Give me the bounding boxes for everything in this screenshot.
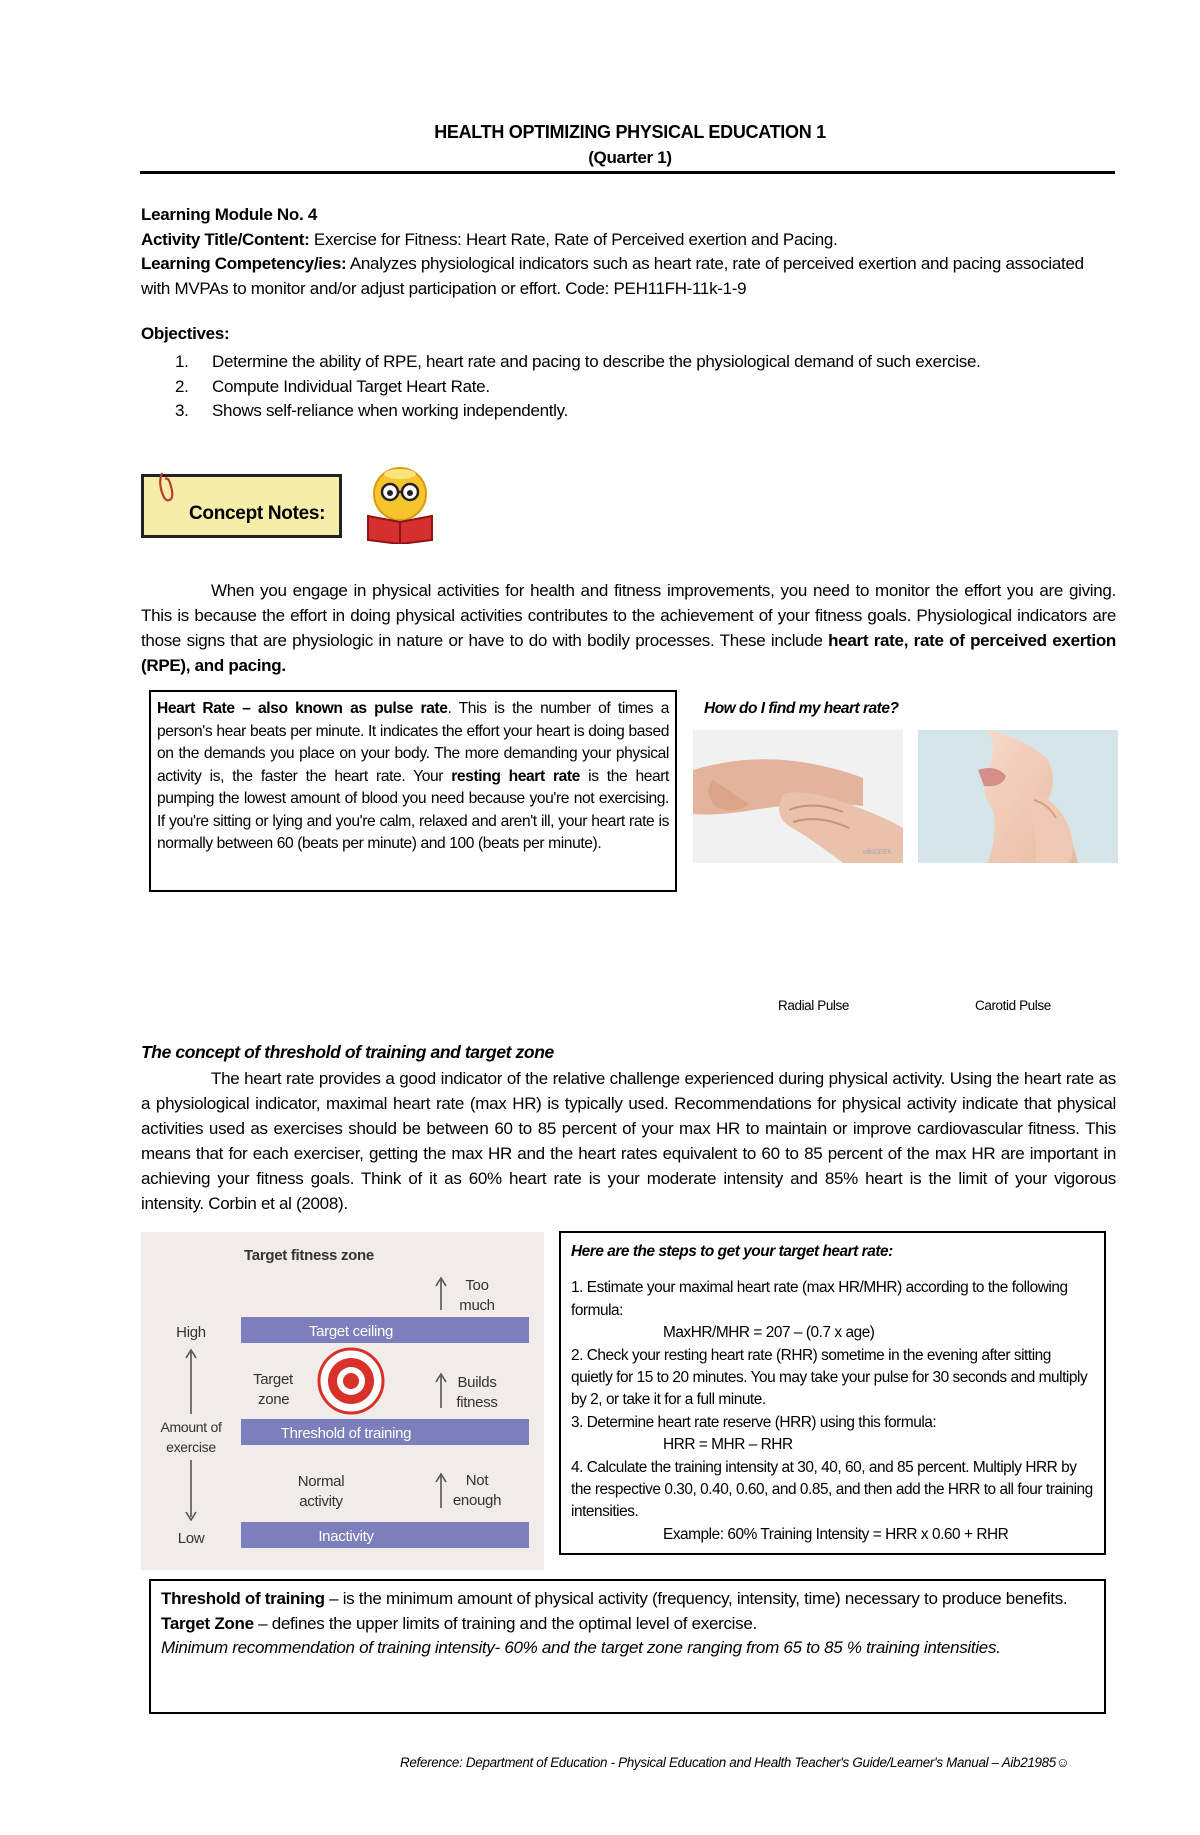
reference-text: Reference: Department of Education - Physical Education and Health Teacher's Guide/Learner's Manual – Aib21985 bbox=[400, 1755, 1056, 1770]
threshold-section-title: The concept of threshold of training and target zone bbox=[141, 1042, 554, 1062]
paperclip-icon bbox=[154, 469, 180, 509]
target-zone-term: Target Zone bbox=[161, 1613, 254, 1633]
heart-rate-text-2: is the heart pumping the lowest amount of blood you need because you're not exercising. If you're sitting or lying and you're calm, relaxed and aren't ill, your heart rate is normally between 60 (beats per minute) and 100 (beats per minute). bbox=[157, 767, 669, 852]
intro-text: When you engage in physical activities for health and fitness improvements, you need to monitor the effort you are giving. This is because the effort in doing physical activities contributes to the achievement of your fitness goals. Physiological indicators are those signs that are physiologic in nature or have to do with bodily processes. These include bbox=[141, 581, 1116, 650]
resting-heart-rate-term: resting heart rate bbox=[451, 767, 580, 785]
objective-text: Compute Individual Target Heart Rate. bbox=[212, 376, 490, 396]
objective-item bbox=[141, 350, 1116, 375]
reading-emoji-icon bbox=[358, 464, 442, 544]
threshold-label: Threshold of training bbox=[280, 1425, 412, 1442]
target-label: Target bbox=[253, 1371, 293, 1388]
objectives-list bbox=[141, 350, 1116, 424]
formula-example: Example: 60% Training Intensity = HRR x 0.60 + RHR bbox=[663, 1525, 1009, 1543]
step-3: 3. Determine heart rate reserve (HRR) using this formula: bbox=[571, 1413, 937, 1431]
inactivity-label: Inactivity bbox=[318, 1528, 374, 1545]
concept-notes-box bbox=[141, 474, 342, 538]
competency-label: Learning Competency/ies: bbox=[141, 254, 347, 273]
target-icon bbox=[319, 1349, 383, 1413]
not-label: Not bbox=[465, 1472, 489, 1489]
much-label: much bbox=[459, 1297, 495, 1314]
formula-hrr: HRR = MHR – RHR bbox=[663, 1436, 793, 1454]
target-heart-rate-steps-box bbox=[559, 1231, 1106, 1555]
concept-notes-label: Concept Notes: bbox=[189, 503, 326, 524]
carotid-pulse-caption: Carotid Pulse bbox=[975, 998, 1051, 1013]
steps-title: Here are the steps to get your target heart rate: bbox=[571, 1243, 893, 1260]
intro-paragraph bbox=[141, 578, 1116, 678]
objective-text: Shows self-reliance when working independently. bbox=[212, 401, 569, 420]
zone-label: zone bbox=[258, 1391, 290, 1408]
high-label: High bbox=[176, 1324, 206, 1341]
threshold-term: Threshold of training bbox=[161, 1589, 325, 1608]
exercise-label: exercise bbox=[166, 1439, 216, 1455]
fitness-label: fitness bbox=[456, 1394, 498, 1411]
target-ceiling-label: Target ceiling bbox=[308, 1323, 394, 1340]
footer-reference bbox=[400, 1755, 1120, 1770]
competency-text: Analyzes physiological indicators such as heart rate, rate of perceived exertion and pacing associated with MVPAs to monitor and/or adjust participation or effort. Code: PEH11FH-11k-1-9 bbox=[141, 254, 1084, 298]
heart-rate-lead: Heart Rate – also known as pulse rate bbox=[157, 700, 448, 717]
header-divider bbox=[140, 171, 1115, 174]
objective-text: Determine the ability of RPE, heart rate and pacing to describe the physiological demand of such exercise. bbox=[212, 352, 981, 371]
intro-bold: heart rate, rate of perceived exertion (RPE), and pacing. bbox=[141, 631, 1116, 675]
definitions-box bbox=[149, 1579, 1106, 1714]
radial-pulse-caption: Radial Pulse bbox=[778, 998, 849, 1013]
diagram-title: Target fitness zone bbox=[244, 1247, 374, 1264]
low-label: Low bbox=[177, 1530, 205, 1547]
formula-mhr: MaxHR/MHR = 207 – (0.7 x age) bbox=[663, 1324, 875, 1342]
objective-item bbox=[141, 375, 1116, 400]
photo-watermark: wikiGEEK bbox=[863, 849, 892, 856]
builds-label: Builds bbox=[457, 1374, 497, 1391]
module-meta bbox=[141, 203, 1116, 301]
threshold-definition: – is the minimum amount of physical activity (frequency, intensity, time) necessary to produce benefits. bbox=[324, 1589, 1068, 1608]
activity-text: Exercise for Fitness: Heart Rate, Rate of Perceived exertion and Pacing. bbox=[313, 229, 838, 249]
inactivity-bar bbox=[241, 1522, 529, 1548]
objective-number: 1. bbox=[175, 352, 189, 371]
objectives-title: Objectives: bbox=[141, 324, 230, 343]
activity-label: activity bbox=[299, 1493, 343, 1510]
step-2: 2. Check your resting heart rate (RHR) sometime in the evening after sitting quietly for 15 to 20 minutes. You may take your pulse for 30 seconds and multiply by 2, or take it for a full minute. bbox=[571, 1346, 1088, 1409]
carotid-pulse-photo bbox=[918, 730, 1118, 863]
target-zone-definition: – defines the upper limits of training and the optimal level of exercise. bbox=[253, 1613, 757, 1633]
amount-label: Amount of bbox=[160, 1419, 222, 1435]
minimum-recommendation: Minimum recommendation of training intensity- 60% and the target zone ranging from 65 to 85 % training intensities. bbox=[161, 1638, 1001, 1657]
document-title: HEALTH OPTIMIZING PHYSICAL EDUCATION 1 bbox=[434, 122, 826, 142]
objective-number: 2. bbox=[175, 376, 189, 396]
step-1: 1. Estimate your maximal heart rate (max HR/MHR) according to the following formula: bbox=[571, 1279, 1068, 1319]
document-subtitle: (Quarter 1) bbox=[588, 148, 672, 167]
activity-label: Activity Title/Content: bbox=[141, 229, 310, 249]
target-fitness-zone-diagram bbox=[141, 1232, 544, 1570]
module-label: Learning Module No. 4 bbox=[141, 205, 317, 224]
find-heart-rate-title: How do I find my heart rate? bbox=[704, 700, 899, 717]
objective-item bbox=[141, 399, 1116, 424]
threshold-paragraph: The heart rate provides a good indicator of the relative challenge experienced during physical activity. Using the heart rate as a physiological indicator, maximal heart rate (max HR) is typically used. Recommendations for physical activity indicate that physical activities used as exercises should be between 60 to 85 percent of your max HR to maintain or improve cardiovascular fitness. This means that for each exerciser, getting the max HR and the heart rates equivalent to 60 to 85 percent of the max HR are important in achieving your fitness goals. Think of it as 60% heart rate is your moderate intensity and 85% heart is the limit of your vigorous intensity. Corbin et al (2008). bbox=[141, 1069, 1116, 1213]
step-4: 4. Calculate the training intensity at 30, 40, 60, and 85 percent. Multiply HRR by the respective 0.30, 0.40, 0.60, and 0.85, and then add the HRR to all four training intensities. bbox=[571, 1458, 1093, 1521]
too-label: Too bbox=[465, 1277, 489, 1294]
objective-number: 3. bbox=[175, 401, 189, 420]
normal-label: Normal bbox=[297, 1473, 345, 1490]
heart-rate-box bbox=[149, 690, 677, 892]
radial-pulse-photo bbox=[693, 730, 903, 863]
heart-rate-text: . This is the number of times a person's hear beats per minute. It indicates the effort your heart is doing based on the demands you place on your body. The more demanding your physical activity is, the faster the heart rate. Your bbox=[157, 700, 669, 785]
enough-label: enough bbox=[452, 1492, 502, 1509]
smiley-icon: ☺ bbox=[1055, 1755, 1070, 1770]
